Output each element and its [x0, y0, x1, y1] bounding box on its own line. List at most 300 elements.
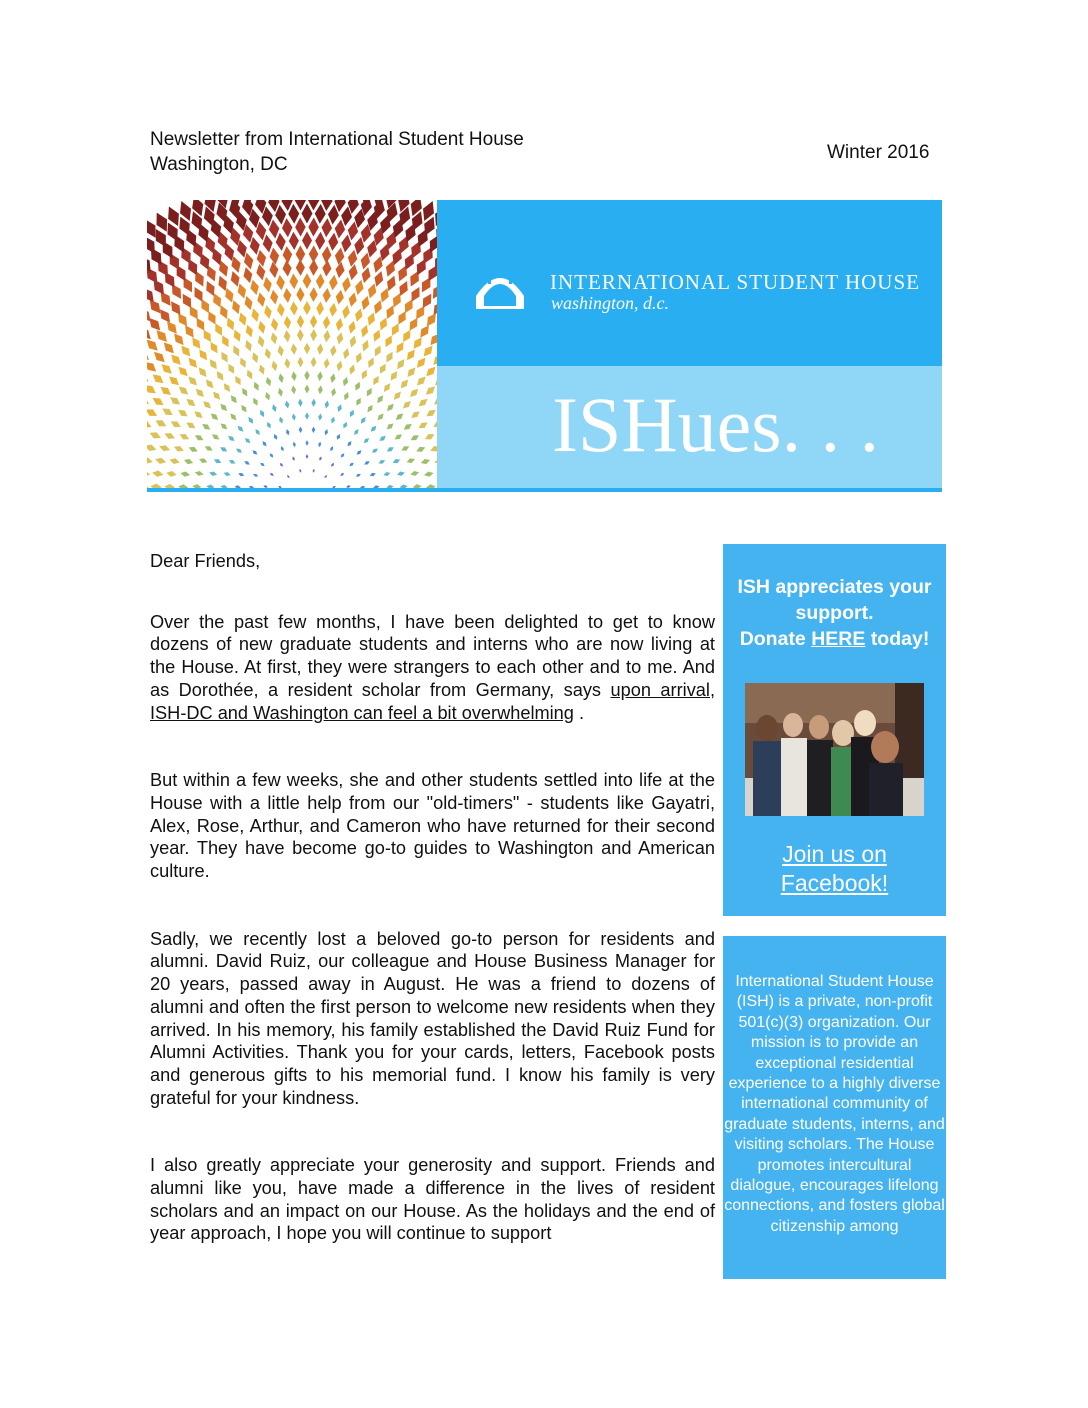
pattern-diamond	[317, 371, 323, 381]
pattern-diamond	[295, 245, 305, 263]
pattern-diamond	[359, 416, 367, 425]
letter-paragraph	[150, 611, 715, 725]
pattern-diamond	[292, 441, 296, 447]
pattern-diamond	[329, 445, 334, 451]
pattern-diamond	[268, 452, 274, 458]
pattern-diamond	[211, 390, 222, 402]
pattern-diamond	[398, 377, 410, 390]
pattern-diamond	[275, 274, 286, 291]
pattern-diamond	[153, 327, 170, 345]
edition-label: Winter 2016	[827, 142, 930, 163]
pattern-diamond	[389, 321, 402, 337]
pattern-diamond	[291, 385, 297, 395]
pattern-diamond	[303, 273, 312, 289]
letter-paragraph: Sadly, we recently lost a beloved go-to person for residents and alumni. David Ruiz, our colleague and House Business Manager for 20 years, passed away in August. He was a friend to dozens of alumni and often the first person to welcome new residents when they arrived. In his memory, his family established the David Ruiz Fund for Alumni Activities. Thank you for your cards, letters, Facebook posts and generous gifts to his memorial fund. I know his family is very grateful for your kindness.	[150, 928, 715, 1108]
pattern-diamond	[376, 412, 386, 422]
pattern-diamond	[277, 373, 284, 384]
pattern-diamond	[348, 409, 356, 418]
pattern-diamond	[310, 329, 317, 342]
pattern-diamond	[404, 347, 418, 362]
pattern-diamond	[330, 462, 335, 467]
pattern-diamond	[302, 231, 312, 249]
pattern-diamond	[402, 422, 413, 432]
pattern-diamond	[186, 374, 200, 388]
newsletter-title: Newsletter from International Student House	[150, 129, 524, 150]
pattern-diamond	[401, 399, 413, 411]
pattern-diamond	[269, 332, 278, 346]
pattern-diamond	[303, 301, 311, 315]
pattern-diamond	[151, 395, 166, 408]
pattern-diamond	[366, 356, 377, 369]
pattern-diamond	[263, 304, 273, 319]
pattern-diamond	[383, 471, 391, 477]
pattern-diamond	[335, 433, 341, 440]
pattern-diamond	[233, 374, 243, 386]
pattern-diamond	[408, 387, 421, 400]
pattern-diamond	[353, 428, 361, 436]
pattern-diamond	[251, 397, 260, 407]
pattern-diamond	[355, 449, 362, 456]
pattern-diamond	[254, 428, 262, 436]
pattern-diamond	[265, 421, 272, 429]
pattern-diamond	[147, 346, 152, 363]
pattern-diamond	[317, 385, 323, 395]
pattern-diamond	[171, 331, 187, 348]
pattern-diamond	[375, 394, 385, 405]
pattern-diamond	[392, 390, 403, 402]
pattern-diamond	[334, 261, 345, 279]
pattern-diamond	[348, 461, 354, 467]
pattern-diamond	[169, 457, 181, 466]
pattern-diamond	[309, 287, 318, 302]
pattern-diamond	[282, 246, 293, 264]
pattern-diamond	[298, 426, 302, 433]
pattern-diamond	[286, 474, 290, 478]
pattern-diamond	[147, 443, 157, 453]
pattern-diamond	[207, 340, 220, 355]
pattern-diamond	[168, 394, 182, 407]
pattern-diamond	[278, 416, 284, 424]
pattern-diamond	[283, 316, 292, 330]
pattern-diamond	[203, 377, 215, 390]
overwhelming-article-link[interactable]: upon arrival, ISH-DC and Washington can feel a bit overwhelming	[150, 679, 715, 723]
pattern-diamond	[158, 384, 173, 398]
pattern-diamond	[284, 358, 291, 369]
pattern-diamond	[393, 340, 406, 355]
pattern-diamond	[167, 374, 182, 388]
pattern-diamond	[282, 260, 293, 277]
pattern-diamond	[394, 357, 407, 371]
pattern-diamond	[177, 384, 191, 397]
pattern-diamond	[341, 276, 352, 293]
pattern-diamond	[388, 369, 400, 382]
pattern-diamond	[346, 440, 353, 447]
pattern-diamond	[305, 384, 310, 393]
pattern-diamond	[365, 404, 374, 414]
pattern-diamond	[341, 304, 351, 319]
pattern-diamond	[335, 317, 345, 331]
pattern-diamond	[250, 351, 260, 364]
pattern-diamond	[342, 421, 349, 429]
pattern-diamond	[256, 291, 267, 307]
facebook-link[interactable]	[723, 840, 946, 898]
pattern-diamond	[323, 358, 330, 369]
pattern-diamond	[186, 304, 202, 322]
pattern-diamond	[423, 470, 434, 477]
pattern-diamond	[315, 273, 325, 289]
pattern-diamond	[371, 328, 383, 343]
pattern-diamond	[363, 460, 370, 466]
pattern-diamond	[263, 347, 272, 360]
pattern-diamond	[252, 473, 258, 478]
pattern-diamond	[154, 417, 168, 429]
pattern-diamond	[317, 343, 324, 355]
pattern-diamond	[186, 355, 200, 370]
pattern-diamond	[273, 433, 279, 440]
pattern-diamond	[347, 263, 359, 281]
pattern-diamond	[336, 404, 343, 413]
pattern-diamond	[309, 245, 319, 263]
pattern-diamond	[347, 291, 358, 307]
pattern-diamond	[296, 287, 305, 302]
pattern-diamond	[342, 347, 351, 360]
pattern-diamond	[419, 291, 435, 310]
pattern-diamond	[406, 316, 421, 333]
pattern-diamond	[231, 344, 242, 358]
pattern-diamond	[147, 430, 148, 442]
pattern-diamond	[164, 319, 181, 337]
pattern-diamond	[243, 460, 250, 466]
students-group-photo	[745, 683, 924, 816]
pattern-diamond	[425, 407, 437, 419]
donate-link[interactable]: HERE	[811, 628, 866, 650]
pattern-diamond	[166, 470, 178, 478]
pattern-diamond	[185, 420, 197, 431]
pattern-diamond	[386, 445, 395, 453]
pattern-diamond	[382, 334, 395, 349]
pattern-diamond	[147, 469, 151, 478]
pattern-diamond	[405, 365, 418, 379]
pattern-diamond	[218, 402, 229, 413]
pattern-diamond	[201, 399, 213, 411]
pattern-diamond	[264, 391, 272, 401]
pattern-diamond	[310, 315, 318, 328]
pattern-diamond	[147, 359, 159, 375]
pattern-diamond	[330, 387, 337, 397]
pattern-diamond	[288, 231, 299, 250]
pattern-diamond	[359, 324, 370, 339]
pattern-diamond	[299, 469, 302, 473]
sunburst-pattern-image	[147, 200, 437, 492]
pattern-diamond	[182, 323, 197, 340]
donate-suffix: today!	[870, 628, 930, 650]
donate-prefix: Donate	[739, 628, 812, 650]
pattern-diamond	[335, 332, 344, 346]
letter-greeting: Dear Friends,	[150, 551, 261, 571]
pattern-diamond	[385, 422, 395, 432]
pattern-diamond	[228, 458, 236, 465]
pattern-diamond	[173, 444, 185, 453]
pattern-diamond	[400, 328, 414, 344]
pattern-diamond	[158, 443, 171, 453]
pattern-diamond	[218, 350, 230, 364]
pattern-diamond	[400, 444, 410, 453]
donate-line	[723, 626, 946, 652]
pattern-diamond	[415, 374, 429, 388]
pattern-diamond	[424, 384, 437, 397]
pattern-diamond	[328, 274, 339, 291]
pattern-diamond	[353, 381, 362, 392]
pattern-diamond	[229, 412, 239, 422]
pattern-diamond	[369, 424, 378, 433]
pattern-diamond	[329, 345, 337, 357]
pattern-diamond	[417, 396, 430, 408]
pattern-diamond	[414, 355, 428, 370]
newsletter-header	[150, 127, 524, 177]
pattern-diamond	[255, 263, 267, 281]
pattern-diamond	[290, 343, 297, 355]
facebook-link-line1: Join us on	[782, 841, 887, 867]
pattern-diamond	[277, 387, 284, 397]
pattern-diamond	[240, 387, 250, 398]
pattern-diamond	[341, 376, 349, 387]
pattern-diamond	[283, 330, 291, 343]
pattern-diamond	[231, 328, 243, 343]
pattern-diamond	[409, 409, 421, 420]
pattern-diamond	[335, 360, 343, 372]
pattern-diamond	[219, 445, 228, 453]
pattern-diamond	[318, 413, 323, 421]
pattern-diamond	[322, 316, 331, 330]
pattern-diamond	[271, 404, 278, 413]
pattern-diamond	[209, 470, 218, 477]
pattern-diamond	[295, 217, 306, 236]
pattern-diamond	[194, 387, 207, 400]
donation-sidebar	[723, 544, 946, 916]
pattern-diamond	[311, 426, 315, 433]
pattern-diamond	[382, 382, 393, 394]
pattern-diamond	[184, 396, 197, 408]
pattern-diamond	[371, 447, 379, 455]
pattern-diamond	[152, 470, 164, 478]
pattern-diamond	[417, 420, 429, 431]
pattern-diamond	[371, 374, 381, 386]
pattern-diamond	[424, 364, 437, 379]
pattern-diamond	[183, 457, 194, 465]
pattern-diamond	[270, 360, 278, 372]
pattern-diamond	[189, 335, 203, 351]
pattern-diamond	[421, 343, 436, 359]
pattern-diamond	[318, 456, 322, 461]
pattern-diamond	[282, 288, 292, 304]
pattern-diamond	[372, 344, 383, 358]
pattern-diamond	[410, 335, 424, 351]
paragraph-text: .	[573, 702, 585, 723]
pattern-diamond	[180, 470, 191, 477]
pattern-diamond	[277, 345, 285, 357]
pattern-diamond	[212, 321, 225, 337]
appeal-text: ISH appreciates your support.	[737, 576, 932, 624]
pattern-diamond	[268, 261, 279, 279]
pattern-diamond	[238, 472, 245, 478]
pattern-diamond	[339, 472, 344, 477]
pattern-diamond	[200, 328, 214, 344]
pattern-diamond	[342, 391, 350, 401]
pattern-diamond	[395, 309, 409, 326]
pattern-diamond	[270, 317, 280, 331]
pattern-diamond	[279, 462, 284, 467]
pattern-diamond	[360, 339, 371, 353]
pattern-diamond	[393, 432, 403, 441]
pattern-diamond	[250, 307, 261, 323]
pattern-diamond	[383, 350, 395, 364]
pattern-diamond	[207, 357, 220, 371]
pattern-diamond	[392, 457, 401, 464]
masthead-banner	[147, 200, 942, 492]
pattern-diamond	[355, 473, 361, 478]
pattern-diamond	[168, 352, 183, 368]
pattern-diamond	[262, 276, 273, 293]
pattern-diamond	[188, 445, 199, 454]
pattern-diamond	[354, 351, 364, 364]
pattern-diamond	[312, 469, 315, 473]
organization-name: INTERNATIONAL STUDENT HOUSE	[550, 270, 920, 294]
letter-body	[150, 550, 715, 1290]
pattern-diamond	[348, 335, 358, 349]
pattern-diamond	[229, 394, 239, 405]
pattern-diamond	[244, 437, 252, 445]
letter-paragraph: But within a few weeks, she and other students settled into life at the House with a little help from our "old-timers" - students like Gayatri, Alex, Rose, Arthur, and Cameron who have returned for their second year. They have become go-to guides to Washington and American culture.	[150, 770, 715, 882]
pattern-diamond	[264, 376, 272, 387]
pattern-diamond	[354, 397, 363, 407]
pattern-diamond	[147, 393, 151, 407]
pattern-diamond	[151, 349, 167, 365]
paragraph-text: Over the past few months, I have been delighted to get to know dozens of new graduate students and interns who are now living at the House. At first, they were strangers to each other and to me. And as Dorothée, a resident scholar from Germany, says	[150, 611, 715, 700]
pattern-diamond	[219, 422, 229, 432]
pattern-diamond	[424, 432, 436, 442]
pattern-diamond	[340, 452, 346, 458]
pattern-diamond	[415, 445, 426, 454]
pattern-diamond	[284, 400, 290, 409]
pattern-diamond	[243, 339, 254, 353]
pattern-diamond	[330, 416, 336, 424]
pattern-diamond	[378, 458, 386, 465]
pattern-diamond	[211, 432, 221, 441]
pattern-diamond	[147, 337, 161, 354]
pattern-diamond	[409, 433, 420, 443]
newsletter-location: Washington, DC	[150, 154, 288, 175]
pattern-diamond	[280, 445, 285, 451]
pattern-diamond	[192, 409, 204, 420]
pattern-diamond	[410, 470, 420, 477]
pattern-diamond	[175, 311, 191, 329]
pattern-diamond	[353, 307, 364, 323]
mission-sidebar	[723, 936, 946, 1279]
pattern-diamond	[214, 369, 226, 382]
pattern-diamond	[359, 368, 369, 380]
pattern-diamond	[305, 412, 309, 419]
pattern-diamond	[245, 368, 255, 380]
facebook-link-line2: Facebook!	[780, 870, 889, 896]
pattern-diamond	[291, 413, 296, 421]
pattern-diamond	[429, 444, 437, 453]
pattern-diamond	[427, 331, 437, 348]
pattern-diamond	[196, 347, 210, 362]
pattern-diamond	[213, 457, 222, 464]
pattern-diamond	[219, 334, 232, 349]
pattern-diamond	[178, 343, 193, 359]
pattern-diamond	[292, 456, 296, 461]
pattern-diamond	[394, 411, 405, 422]
pattern-diamond	[194, 433, 205, 443]
pattern-diamond	[179, 291, 195, 310]
pattern-diamond	[291, 371, 297, 381]
pattern-diamond	[247, 416, 255, 425]
pattern-diamond	[194, 470, 204, 477]
pattern-diamond	[223, 471, 231, 477]
pattern-diamond	[318, 441, 322, 447]
mission-statement: International Student House (ISH) is a private, non-profit 501(c)(3) organization. Our mission is to provide an exceptional residential experience to a highly diverse international community of graduate students, interns, and visiting scholars. The House promotes intercultural dialogue, encourages lifelong connections, and fosters global citizenship among	[724, 973, 945, 1235]
publication-title: ISHues. . .	[552, 381, 880, 468]
pattern-diamond	[161, 340, 177, 357]
pattern-diamond	[261, 440, 268, 447]
pattern-diamond	[193, 316, 208, 333]
pattern-diamond	[163, 431, 176, 442]
pattern-diamond	[308, 217, 319, 236]
pattern-diamond	[377, 362, 388, 375]
pattern-diamond	[169, 419, 182, 430]
pattern-diamond	[148, 430, 162, 441]
pattern-diamond	[324, 429, 329, 436]
pattern-diamond	[147, 382, 158, 396]
pattern-diamond	[311, 398, 316, 406]
pattern-diamond	[235, 447, 243, 455]
pattern-diamond	[348, 364, 357, 376]
pattern-diamond	[236, 424, 245, 433]
pattern-diamond	[201, 422, 212, 432]
pattern-diamond	[259, 461, 265, 467]
pattern-diamond	[304, 343, 310, 355]
pattern-diamond	[289, 273, 299, 289]
pattern-diamond	[369, 472, 376, 478]
pattern-diamond	[226, 362, 237, 375]
pattern-diamond	[322, 288, 332, 304]
pattern-diamond	[417, 323, 432, 340]
pattern-diamond	[306, 454, 309, 459]
pattern-diamond	[406, 457, 416, 465]
pattern-diamond	[205, 309, 219, 326]
pattern-diamond	[209, 411, 220, 422]
pattern-diamond	[315, 231, 326, 250]
pattern-diamond	[364, 387, 374, 398]
pattern-diamond	[362, 437, 370, 445]
pattern-diamond	[176, 407, 189, 419]
pattern-diamond	[335, 289, 345, 305]
pattern-diamond	[198, 457, 208, 465]
pattern-diamond	[268, 247, 280, 266]
pattern-diamond	[256, 335, 266, 349]
pattern-diamond	[378, 434, 387, 443]
pattern-diamond	[396, 470, 405, 477]
pattern-diamond	[285, 429, 290, 436]
pattern-diamond	[290, 301, 299, 316]
pattern-diamond	[328, 302, 338, 317]
pattern-diamond	[420, 457, 431, 465]
pattern-diamond	[324, 400, 330, 409]
pattern-diamond	[159, 361, 175, 376]
pattern-diamond	[147, 369, 151, 385]
pattern-diamond	[385, 402, 396, 413]
